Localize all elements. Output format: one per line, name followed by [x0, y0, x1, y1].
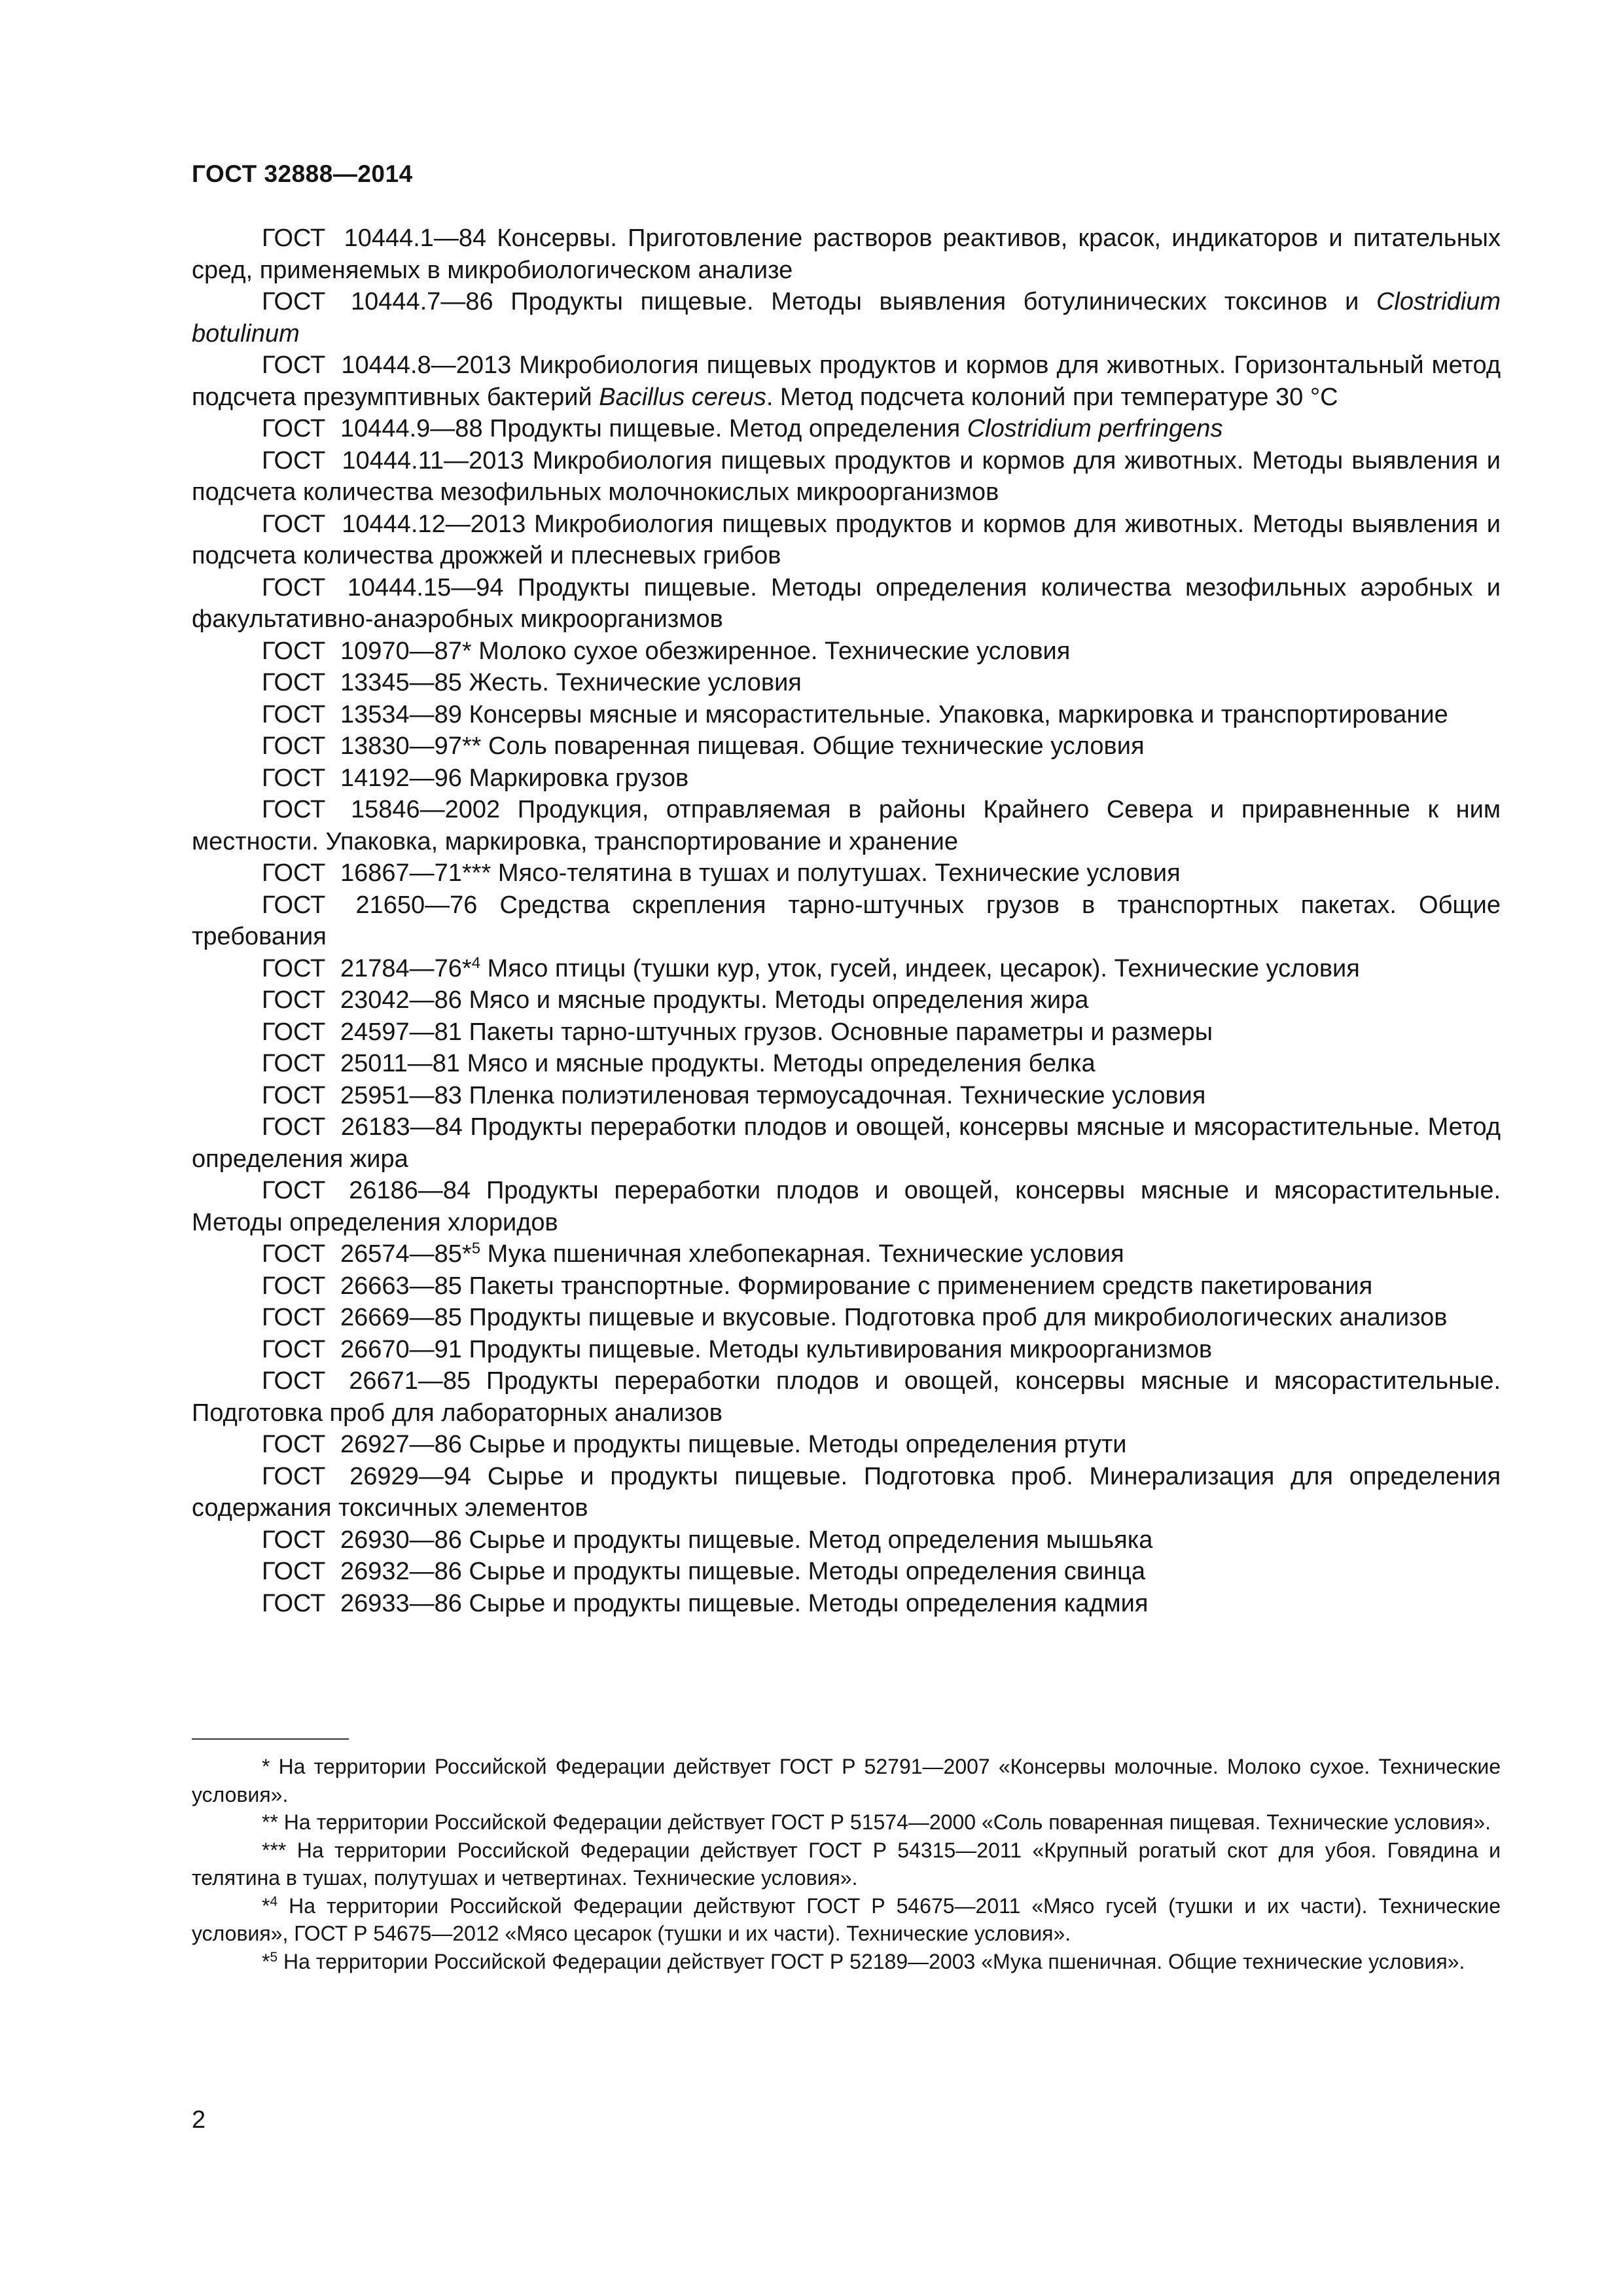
reference-code: ГОСТ 26671—85: [262, 1367, 471, 1395]
reference-item: [192, 1080, 1501, 1112]
reference-item: [192, 413, 1501, 445]
footnote-mark-number: 4: [471, 954, 481, 972]
reference-code: ГОСТ 21650—76: [262, 891, 478, 919]
reference-title: Пленка полиэтиленовая термоусадочная. Технические условия: [469, 1081, 1206, 1109]
reference-code: ГОСТ 26574—85: [262, 1240, 462, 1268]
reference-title: Продукты пищевые и вкусовые. Подготовка проб для микробиологических анализов: [469, 1304, 1448, 1331]
reference-title-continued: . Метод подсчета колоний при температуре 30 °С: [766, 383, 1338, 411]
reference-title: Продукты переработки плодов и овощей, консервы мясные и мясорастительные. Подготовка проб для лабораторных анализов: [192, 1367, 1501, 1427]
reference-title: Сырье и продукты пищевые. Методы определения ртути: [469, 1431, 1127, 1458]
reference-code: ГОСТ 26930—86: [262, 1526, 462, 1554]
footnote-text: На территории Российской Федерации действует ГОСТ Р 52791—2007 «Консервы молочные. Молоко сухое. Технические условия».: [192, 1755, 1501, 1806]
reference-code: ГОСТ 10970—87: [262, 637, 462, 665]
reference-title: Пакеты транспортные. Формирование с применением средств пакетирования: [469, 1272, 1373, 1300]
reference-title: Консервы мясные и мясорастительные. Упаковка, маркировка и транспортирование: [469, 700, 1448, 728]
page-number: 2: [192, 2106, 206, 2134]
reference-item: [192, 1524, 1501, 1556]
reference-title: Продукты переработки плодов и овощей, консервы мясные и мясорастительные. Методы определения хлоридов: [192, 1177, 1501, 1236]
footnote-mark: *: [262, 1755, 270, 1778]
reference-title: Продукты пищевые. Методы определения количества мезофильных аэробных и факультативно-анаэробных микроорганизмов: [192, 573, 1501, 633]
reference-title: Мясо и мясные продукты. Методы определения жира: [469, 986, 1089, 1014]
reference-latin-name: Bacillus cereus: [599, 383, 766, 411]
reference-item: [192, 1588, 1501, 1620]
footnote: [192, 1837, 1501, 1892]
reference-code: ГОСТ 23042—86: [262, 986, 462, 1014]
footnote-mark: *: [461, 637, 472, 665]
reference-title: Мясо и мясные продукты. Методы определения белка: [467, 1050, 1096, 1077]
reference-code: ГОСТ 26932—86: [262, 1558, 462, 1585]
reference-item: [192, 889, 1501, 953]
reference-item: [192, 1238, 1501, 1270]
reference-code: ГОСТ 10444.9—88: [262, 415, 483, 442]
footnote-mark: **: [461, 732, 482, 760]
reference-title: Мясо-телятина в тушах и полутушах. Технические условия: [497, 859, 1181, 887]
reference-item: [192, 1334, 1501, 1366]
reference-latin-name: Clostridium perfringens: [967, 415, 1223, 442]
reference-code: ГОСТ 26183—84: [262, 1113, 463, 1141]
reference-title: Продукция, отправляемая в районы Крайнего Севера и приравненные к ним местности. Упаковка, маркировка, транспортирование и хранение: [192, 796, 1501, 855]
footnote-mark: *: [461, 1240, 472, 1268]
reference-title: Микробиология пищевых продуктов и кормов для животных. Методы выявления и подсчета количества дрожжей и плесневых грибов: [192, 510, 1501, 569]
footnote: [192, 1808, 1501, 1837]
reference-title: Продукты пищевые. Методы культивирования микроорганизмов: [469, 1335, 1213, 1363]
reference-item: [192, 572, 1501, 636]
footnote-mark-number: 5: [471, 1240, 481, 1257]
footnote-text: На территории Российской Федерации действуют ГОСТ Р 54675—2011 «Мясо гусей (тушки и их части). Технические условия», ГОСТ Р 54675—2012 «Мясо цесарок (тушки и их части). Технические условия».: [192, 1893, 1501, 1945]
reference-code: ГОСТ 13830—97: [262, 732, 462, 760]
reference-item: [192, 1365, 1501, 1429]
footnote-mark: **: [262, 1810, 278, 1834]
reference-item: [192, 1461, 1501, 1524]
reference-code: ГОСТ 24597—81: [262, 1018, 462, 1046]
reference-title: Продукты пищевые. Метод определения: [490, 415, 961, 442]
reference-item: [192, 984, 1501, 1016]
reference-title: Соль поваренная пищевая. Общие технические условия: [488, 732, 1145, 760]
reference-code: ГОСТ 25011—81: [262, 1050, 461, 1077]
reference-item: [192, 350, 1501, 413]
footnote-mark: ***: [461, 859, 491, 887]
footnote-mark: *: [262, 1949, 270, 1973]
reference-code: ГОСТ 26669—85: [262, 1304, 462, 1331]
reference-title: Продукты переработки плодов и овощей, консервы мясные и мясорастительные. Метод определения жира: [192, 1113, 1501, 1173]
reference-latin-name: Clostridium botulinum: [192, 288, 1501, 348]
reference-code: ГОСТ 21784—76: [262, 954, 462, 982]
reference-code: ГОСТ 13534—89: [262, 700, 462, 728]
reference-title: Сырье и продукты пищевые. Метод определения мышьяка: [469, 1526, 1153, 1554]
footnote-text: На территории Российской Федерации действует ГОСТ Р 52189—2003 «Мука пшеничная. Общие технические условия».: [283, 1949, 1465, 1973]
reference-code: ГОСТ 13345—85: [262, 669, 462, 696]
document-header: ГОСТ 32888—2014: [192, 160, 413, 187]
reference-code: ГОСТ 10444.11—2013: [262, 446, 524, 475]
reference-title: Маркировка грузов: [469, 764, 689, 792]
reference-item: [192, 667, 1501, 699]
reference-code: ГОСТ 10444.15—94: [262, 573, 504, 601]
reference-item: [192, 1111, 1501, 1175]
reference-code: ГОСТ 26670—91: [262, 1335, 462, 1363]
reference-code: ГОСТ 26663—85: [262, 1272, 462, 1300]
reference-title: Пакеты тарно-штучных грузов. Основные параметры и размеры: [469, 1018, 1213, 1046]
footnote-text: На территории Российской Федерации действует ГОСТ Р 51574—2000 «Соль поваренная пищевая. Технические условия».: [283, 1810, 1491, 1834]
reference-code: ГОСТ 10444.8—2013: [262, 351, 512, 379]
reference-item: [192, 1175, 1501, 1238]
reference-code: ГОСТ 14192—96: [262, 764, 462, 792]
reference-title: Консервы. Приготовление растворов реактивов, красок, индикаторов и питательных сред, применяемых в микробиологическом анализе: [192, 224, 1501, 284]
reference-title: Мясо птицы (тушки кур, уток, гусей, индеек, цесарок). Технические условия: [487, 954, 1360, 982]
reference-title: Микробиология пищевых продуктов и кормов для животных. Методы выявления и подсчета количества мезофильных молочнокислых микроорганизмов: [192, 446, 1501, 506]
reference-item: [192, 445, 1501, 509]
reference-item: [192, 1270, 1501, 1302]
reference-title: Средства скрепления тарно-штучных грузов в транспортных пакетах. Общие требования: [192, 891, 1501, 950]
footnote-mark: ***: [262, 1838, 287, 1862]
reference-title: Сырье и продукты пищевые. Методы определения кадмия: [469, 1589, 1149, 1617]
reference-code: ГОСТ 26933—86: [262, 1589, 462, 1617]
reference-item: [192, 286, 1501, 350]
footnote: [192, 1753, 1501, 1808]
reference-item: [192, 953, 1501, 985]
footnote-separator: [192, 1738, 349, 1740]
reference-title: Сырье и продукты пищевые. Подготовка проб. Минерализация для определения содержания токсичных элементов: [192, 1462, 1501, 1522]
reference-item: [192, 509, 1501, 572]
reference-item: [192, 857, 1501, 889]
reference-code: ГОСТ 15846—2002: [262, 796, 501, 823]
footnote: [192, 1892, 1501, 1948]
reference-code: ГОСТ 26929—94: [262, 1462, 472, 1490]
reference-code: ГОСТ 26186—84: [262, 1177, 471, 1204]
reference-item: [192, 1302, 1501, 1334]
reference-item: [192, 1556, 1501, 1588]
reference-code: ГОСТ 10444.1—84: [262, 224, 487, 252]
reference-item: [192, 636, 1501, 668]
reference-item: [192, 699, 1501, 731]
reference-item: [192, 762, 1501, 795]
reference-code: ГОСТ 26927—86: [262, 1431, 462, 1458]
footnote-mark-number: 5: [270, 1949, 278, 1965]
reference-code: ГОСТ 10444.7—86: [262, 288, 493, 315]
footnote-mark-number: 4: [270, 1893, 278, 1909]
reference-title: Молоко сухое обезжиренное. Технические условия: [478, 637, 1071, 665]
reference-title: Сырье и продукты пищевые. Методы определения свинца: [469, 1558, 1146, 1585]
reference-item: [192, 1429, 1501, 1461]
footnote-mark: *: [461, 954, 472, 982]
reference-item: [192, 1016, 1501, 1049]
reference-item: [192, 794, 1501, 857]
reference-title: Мука пшеничная хлебопекарная. Технические условия: [487, 1240, 1124, 1268]
reference-code: ГОСТ 25951—83: [262, 1081, 462, 1109]
reference-code: ГОСТ 10444.12—2013: [262, 510, 526, 538]
reference-code: ГОСТ 16867—71: [262, 859, 462, 887]
footnote-mark: *: [262, 1893, 270, 1918]
reference-title: Продукты пищевые. Методы выявления ботулинических токсинов и: [510, 288, 1359, 315]
reference-item: [192, 730, 1501, 762]
footnotes: [192, 1753, 1501, 1975]
reference-item: [192, 1048, 1501, 1080]
reference-item: [192, 223, 1501, 286]
normative-references-list: [192, 223, 1501, 1619]
reference-title: Микробиология пищевых продуктов и кормов для животных. Горизонтальный метод подсчета презумптивных бактерий: [192, 351, 1501, 411]
reference-title: Жесть. Технические условия: [469, 669, 802, 696]
footnote: [192, 1948, 1501, 1976]
footnote-text: На территории Российской Федерации действует ГОСТ Р 54315—2011 «Крупный рогатый скот для убоя. Говядина и телятина в тушах, полутушах и четвертинах. Технические условия».: [192, 1838, 1501, 1890]
